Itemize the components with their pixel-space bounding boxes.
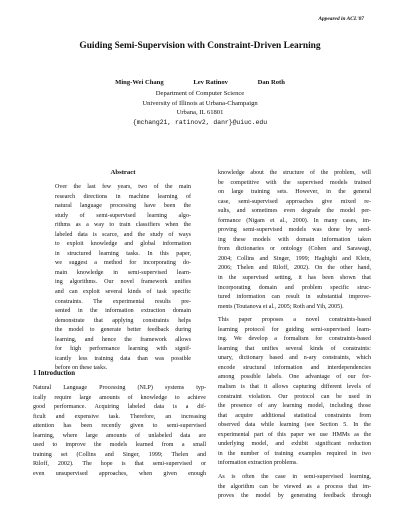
text-line: ing. We develop a formalism for constraints-based	[218, 336, 371, 343]
affiliation-block	[0, 89, 400, 128]
text-line: sented in the information extraction domain	[55, 308, 191, 315]
text-line: rithms as a way to train classifiers when the	[55, 222, 191, 229]
right-column-text	[218, 169, 371, 502]
text-line: proving semi-supervised models was done by seed-	[218, 227, 371, 234]
text-line: constraints. The experimental results pre-	[55, 298, 191, 305]
text-line: be competitive with the supervised models trained	[218, 179, 371, 186]
text-line: in the supervised setting, it has been shown that	[218, 275, 371, 282]
text-line: 2004; Collins and Singer, 1999; Haghighi and Klein,	[218, 255, 371, 262]
author-name: Lev Ratinov	[193, 79, 228, 86]
text-line: case, semi-supervised approaches give mixed re-	[218, 198, 371, 205]
text-line: to exploit knowledge and global information	[55, 241, 191, 248]
text-line: formance (Nigam et al., 2000). In many cases, im-	[218, 217, 371, 224]
author-name: Dan Roth	[257, 79, 285, 86]
text-line: labeled data is scarce, and the study of ways	[55, 231, 191, 238]
text-line: we suggest a method for incorporating do-	[55, 260, 191, 267]
text-line: ficult and expensive task. Therefore, an increasing	[33, 413, 206, 420]
text-line: used to improve the models learned from a small	[33, 442, 206, 449]
text-line: Over the last few years, two of the main	[55, 184, 191, 190]
author-list	[0, 79, 400, 86]
text-line: proves the model by generating feedback through	[218, 493, 371, 500]
text-line: demonstrate that applying constraints helps	[55, 317, 191, 324]
text-line: underlying model, and exhibit significant reduction	[218, 441, 371, 448]
text-line: main knowledge in semi-supervised learn-	[55, 269, 191, 276]
text-line: icantly less training data than was possible	[55, 355, 191, 362]
text-line: training set (Collins and Singer, 1999; Thelen and	[33, 451, 206, 458]
text-line: in the number of training examples required in two	[218, 450, 371, 457]
text-line: among possible labels. One advantage of our for-	[218, 374, 371, 381]
text-line: on large training sets. However, in the general	[218, 189, 371, 196]
text-line: As is often the case in semi-supervised learning,	[218, 473, 371, 480]
text-line: information extraction problems.	[218, 460, 298, 467]
text-line: malism is that it allows capturing different levels of	[218, 384, 371, 391]
venue-note: Appeared in ACL'07	[318, 16, 364, 22]
text-line: 2006; Thelen and Riloff, 2002). On the other hand,	[218, 265, 371, 272]
text-line: natural language processing have been the	[55, 203, 191, 210]
paragraph	[218, 169, 371, 312]
text-line: the model to generate better feedback during	[55, 327, 191, 334]
text-line: even unsupervised approaches, when given enough	[33, 470, 206, 477]
text-line: for high performance learning with signif-	[55, 346, 191, 353]
text-line: learning, where large amounts of unlabeled data are	[33, 432, 206, 439]
author-emails: {mchang21, ratinov2, danr}@uiuc.edu	[132, 119, 268, 127]
text-line: experimental part of this paper we use HMMs as the	[218, 431, 371, 438]
department: Department of Computer Science	[155, 90, 245, 97]
text-line: the algorithm can be viewed as a process that im-	[218, 483, 371, 490]
text-line: learning protocol for guiding semi-supervised learn-	[218, 326, 371, 333]
text-line: observed data while learning (see Section 5. In the	[218, 422, 371, 429]
paper-title: Guiding Semi-Supervision with Constraint-Driven Learning	[79, 41, 321, 51]
text-line: the presence of any learning model, including those	[218, 403, 371, 410]
text-line: from dictionaries or ontology (Cohen and Sarawagi,	[218, 246, 371, 253]
abstract-heading: Abstract	[110, 169, 136, 176]
text-line: learning, and hence the framework allows	[55, 336, 191, 343]
text-line: ing these models with domain information taken	[218, 236, 371, 243]
text-line: Riloff, 2002). The hope is that semi-supervised or	[33, 461, 206, 468]
text-line: in structured learning tasks. In this paper,	[55, 250, 191, 257]
text-line: This paper proposes a novel constraints-based	[218, 317, 371, 324]
university: University of Illinois at Urbana-Champaign	[142, 99, 258, 107]
text-line: encode structural information and interdependencies	[218, 364, 371, 371]
paragraph	[218, 473, 371, 502]
text-line: Natural Language Processing (NLP) systems typ-	[33, 385, 206, 391]
text-line: good performance. Acquiring labeled data is a dif-	[33, 404, 206, 411]
section-heading: 1 Introduction	[33, 370, 75, 377]
text-line: ments (Toutanova et al., 2005; Roth and Yih, 2005).	[218, 303, 344, 310]
text-line: ing algorithms. Our novel framework unifies	[55, 279, 191, 286]
text-line: research directions in machine learning of	[55, 193, 191, 200]
text-line: and can exploit several kinds of task specific	[55, 289, 191, 296]
text-line: knowledge about the structure of the problem, will	[218, 170, 371, 176]
introduction-body	[33, 384, 206, 479]
text-line: learning that unifies several kinds of constraints:	[218, 345, 371, 352]
text-line: ically require large amounts of knowledge to achieve	[33, 394, 206, 401]
text-line: that acquire additional statistical constraints from	[218, 412, 371, 419]
text-line: unary, dictionary based and n-ary constraints, which	[218, 355, 371, 362]
paragraph	[218, 316, 371, 469]
abstract-body	[55, 183, 191, 374]
text-line: tured information can result in substantial improve-	[218, 294, 371, 301]
text-line: study of semi-supervised learning algo-	[55, 212, 191, 219]
city: Urbana, IL 61801	[176, 109, 224, 117]
text-line: sults, and sometimes even degrade the model per-	[218, 208, 371, 215]
text-line: before on these tasks.	[55, 365, 108, 372]
author-name: Ming-Wei Chang	[115, 79, 164, 86]
text-line: constraint violation. Our protocol can be used in	[218, 393, 371, 400]
text-line: attention has been recently given to semi-supervised	[33, 423, 206, 430]
text-line: incorporating domain and problem specific struc-	[218, 284, 371, 291]
